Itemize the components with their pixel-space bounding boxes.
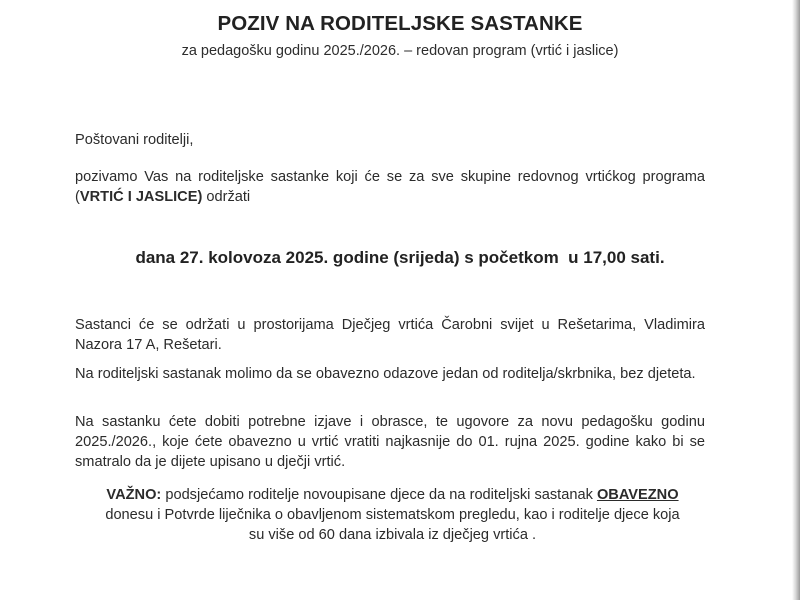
meeting-date: dana 27. kolovoza 2025. godine (srijeda) s početkom u 17,00 sati. <box>135 248 665 267</box>
program-name: VRTIĆ I JASLICE) <box>79 189 203 205</box>
document-title: POZIV NA RODITELJSKE SASTANKE <box>217 12 583 35</box>
important-line-1 <box>75 485 710 505</box>
important-line-3: su više od 60 dana izbivala iz dječjeg vrtića . <box>248 527 537 543</box>
important-notice <box>75 485 710 545</box>
invitation-text: pozivamo Vas na roditeljske sastanke koji će se za sve skupine redovnog vrtićkog programa ( <box>75 169 705 205</box>
important-line-2: donesu i Potvrde liječnika o obavljenom sistematskom pregledu, kao i roditelje djece koja <box>105 507 680 523</box>
mandatory-emphasis: OBAVEZNO <box>596 487 679 503</box>
important-text: podsjećamo roditelje novoupisane djece da na roditeljski sastanak <box>161 487 597 503</box>
location-paragraph: Sastanci će se održati u prostorijama Dječjeg vrtića Čarobni svijet u Rešetarima, Vladimira Nazora 17 A, Rešetari. <box>75 317 705 353</box>
documents-paragraph: Na sastanku ćete dobiti potrebne izjave i obrasce, te ugovore za novu pedagošku godinu 2025./2026., koje ćete obavezno u vrtić vratiti najkasnije do 01. rujna 2025. godine kako bi se smatralo da je dijete upisano u dječji vrtić. <box>75 414 705 470</box>
scan-edge-shadow <box>792 0 800 600</box>
greeting: Poštovani roditelji, <box>75 132 194 148</box>
important-label: VAŽNO: <box>106 487 162 503</box>
attendance-paragraph: Na roditeljski sastanak molimo da se obavezno odazove jedan od roditelja/skrbnika, bez djeteta. <box>75 366 696 382</box>
document-subtitle: za pedagošku godinu 2025./2026. – redovan program (vrtić i jaslice) <box>181 43 619 59</box>
invitation-text-end: održati <box>202 189 251 205</box>
invitation-paragraph <box>75 167 705 207</box>
